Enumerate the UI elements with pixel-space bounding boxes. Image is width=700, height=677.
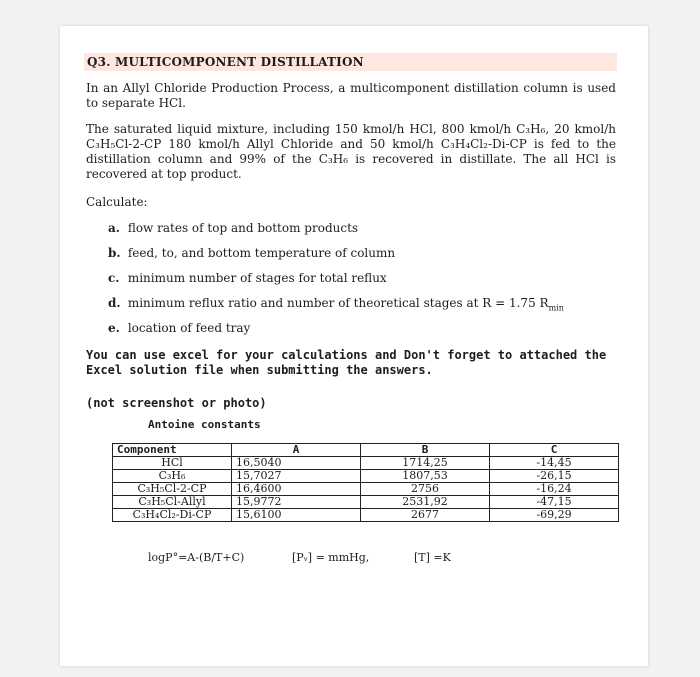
task-letter: c. — [108, 271, 120, 285]
cell-b: 2531,92 — [361, 496, 490, 509]
header-c: C — [490, 444, 619, 457]
cell-a: 16,4600 — [232, 483, 361, 496]
cell-b: 2677 — [361, 509, 490, 522]
header-a: A — [232, 444, 361, 457]
cell-component: C₃H₄Cl₂-Di-CP — [113, 509, 232, 522]
screenshot-note: (not screenshot or photo) — [86, 396, 267, 410]
task-item-b — [108, 241, 564, 266]
cell-component: HCl — [113, 457, 232, 470]
task-item-c — [108, 266, 564, 291]
cell-c: -26,15 — [490, 470, 619, 483]
cell-b: 1714,25 — [361, 457, 490, 470]
cell-c: -47,15 — [490, 496, 619, 509]
cell-c: -16,24 — [490, 483, 619, 496]
table-row — [113, 496, 619, 509]
cell-a: 15,9772 — [232, 496, 361, 509]
task-text: minimum number of stages for total reflux — [127, 271, 387, 285]
antoine-equation: logP°=A-(B/T+C) — [148, 551, 245, 564]
task-list — [108, 216, 564, 341]
header-b: B — [361, 444, 490, 457]
intro-paragraph: In an Allyl Chloride Production Process, a multicomponent distillation column is used to separate HCl. — [86, 81, 616, 110]
cell-a: 16,5040 — [232, 457, 361, 470]
cell-c: -14,45 — [490, 457, 619, 470]
header-component: Component — [113, 444, 232, 457]
table-row — [113, 509, 619, 522]
table-row — [113, 483, 619, 496]
table-row — [113, 457, 619, 470]
task-text: minimum reflux ratio and number of theoretical stages at R = 1.75 R — [127, 296, 549, 310]
cell-b: 2756 — [361, 483, 490, 496]
task-letter: b. — [108, 246, 121, 260]
cell-component: C₃H₅Cl-Allyl — [113, 496, 232, 509]
table-header-row — [113, 444, 619, 457]
description-paragraph: The saturated liquid mixture, including 150 kmol/h HCl, 800 kmol/h C₃H₆, 20 kmol/h C₃H₅Cl-2-CP 180 kmol/h Allyl Chloride and 50 kmol/h C₃H₄Cl₂-Di-CP is fed to the distillation column and 99% of the C₃H₆ is recovered in distillate. The all HCl is recovered at top product. — [86, 122, 616, 181]
calculate-label: Calculate: — [86, 195, 148, 209]
table-row — [113, 470, 619, 483]
question-title: Q3. MULTICOMPONENT DISTILLATION — [84, 53, 617, 71]
document-page — [60, 26, 648, 666]
task-item-d — [108, 291, 564, 316]
temperature-unit: [T] =K — [414, 551, 451, 564]
pressure-unit: [Pᵥ] = mmHg, — [292, 551, 370, 564]
excel-note: You can use excel for your calculations and Don't forget to attached the Excel solution file when submitting the answers. — [86, 348, 607, 377]
cell-component: C₃H₅Cl-2-CP — [113, 483, 232, 496]
cell-a: 15,7027 — [232, 470, 361, 483]
cell-component: C₃H₆ — [113, 470, 232, 483]
cell-a: 15,6100 — [232, 509, 361, 522]
antoine-table — [112, 443, 619, 522]
cell-b: 1807,53 — [361, 470, 490, 483]
task-item-a — [108, 216, 564, 241]
task-letter: d. — [108, 296, 121, 310]
task-text: flow rates of top and bottom products — [127, 221, 359, 235]
task-text: location of feed tray — [127, 321, 251, 335]
task-text: feed, to, and bottom temperature of column — [127, 246, 396, 260]
cell-c: -69,29 — [490, 509, 619, 522]
task-item-e — [108, 316, 564, 341]
antoine-title: Antoine constants — [148, 418, 261, 431]
rmin-subscript: min — [548, 303, 564, 313]
task-letter: e. — [108, 321, 120, 335]
task-letter: a. — [108, 221, 120, 235]
